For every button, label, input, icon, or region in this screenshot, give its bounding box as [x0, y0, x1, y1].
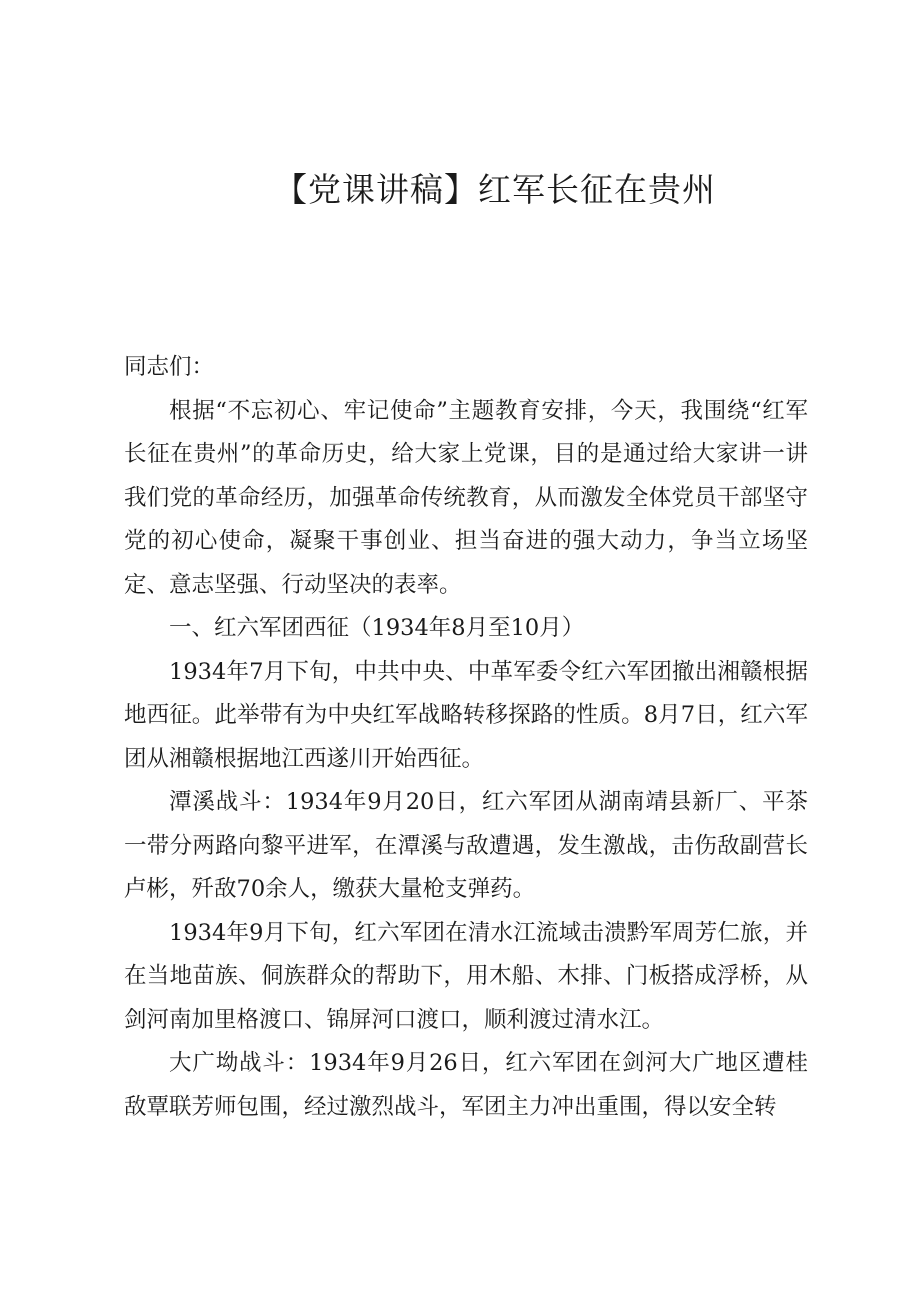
paragraph: 1934年7月下旬，中共中央、中革军委令红六军团撤出湘赣根据地西征。此举带有为中央红军战略转移探路的性质。8月7日，红六军团从湘赣根据地江西遂川开始西征。 — [124, 658, 808, 772]
paragraph: 大广坳战斗：1934年9月26日，红六军团在剑河大广地区遭桂敌覃联芳师包围，经过激烈战斗，军团主力冲出重围，得以安全转 — [124, 1050, 808, 1120]
document-body — [124, 346, 808, 1129]
paragraph: 潭溪战斗：1934年9月20日，红六军团从湖南靖县新厂、平茶一带分两路向黎平进军，在潭溪与敌遭遇，发生激战，击伤敌副营长卢彬，歼敌70余人，缴获大量枪支弹药。 — [124, 789, 808, 902]
paragraph-intro: 根据“不忘初心、牢记使命”主题教育安排，今天，我围绕“红军长征在贵州”的革命历史，给大家上党课，目的是通过给大家讲一讲我们党的革命经历，加强革命传统教育，从而激发全体党员干部坚守党的初心使命，凝聚干事创业、担当奋进的强大动力，争当立场坚定、意志坚强、行动坚决的表率。 — [124, 397, 808, 598]
paragraph: 1934年9月下旬，红六军团在清水江流域击溃黔军周芳仁旅，并在当地苗族、侗族群众的帮助下，用木船、木排、门板搭成浮桥，从剑河南加里格渡口、锦屏河口渡口，顺利渡过清水江。 — [124, 919, 808, 1033]
section-heading: 一、红六军团西征（1934年8月至10月） — [169, 615, 585, 641]
document-title: 【党课讲稿】红军长征在贵州 — [274, 170, 716, 209]
salutation: 同志们： — [124, 354, 215, 380]
